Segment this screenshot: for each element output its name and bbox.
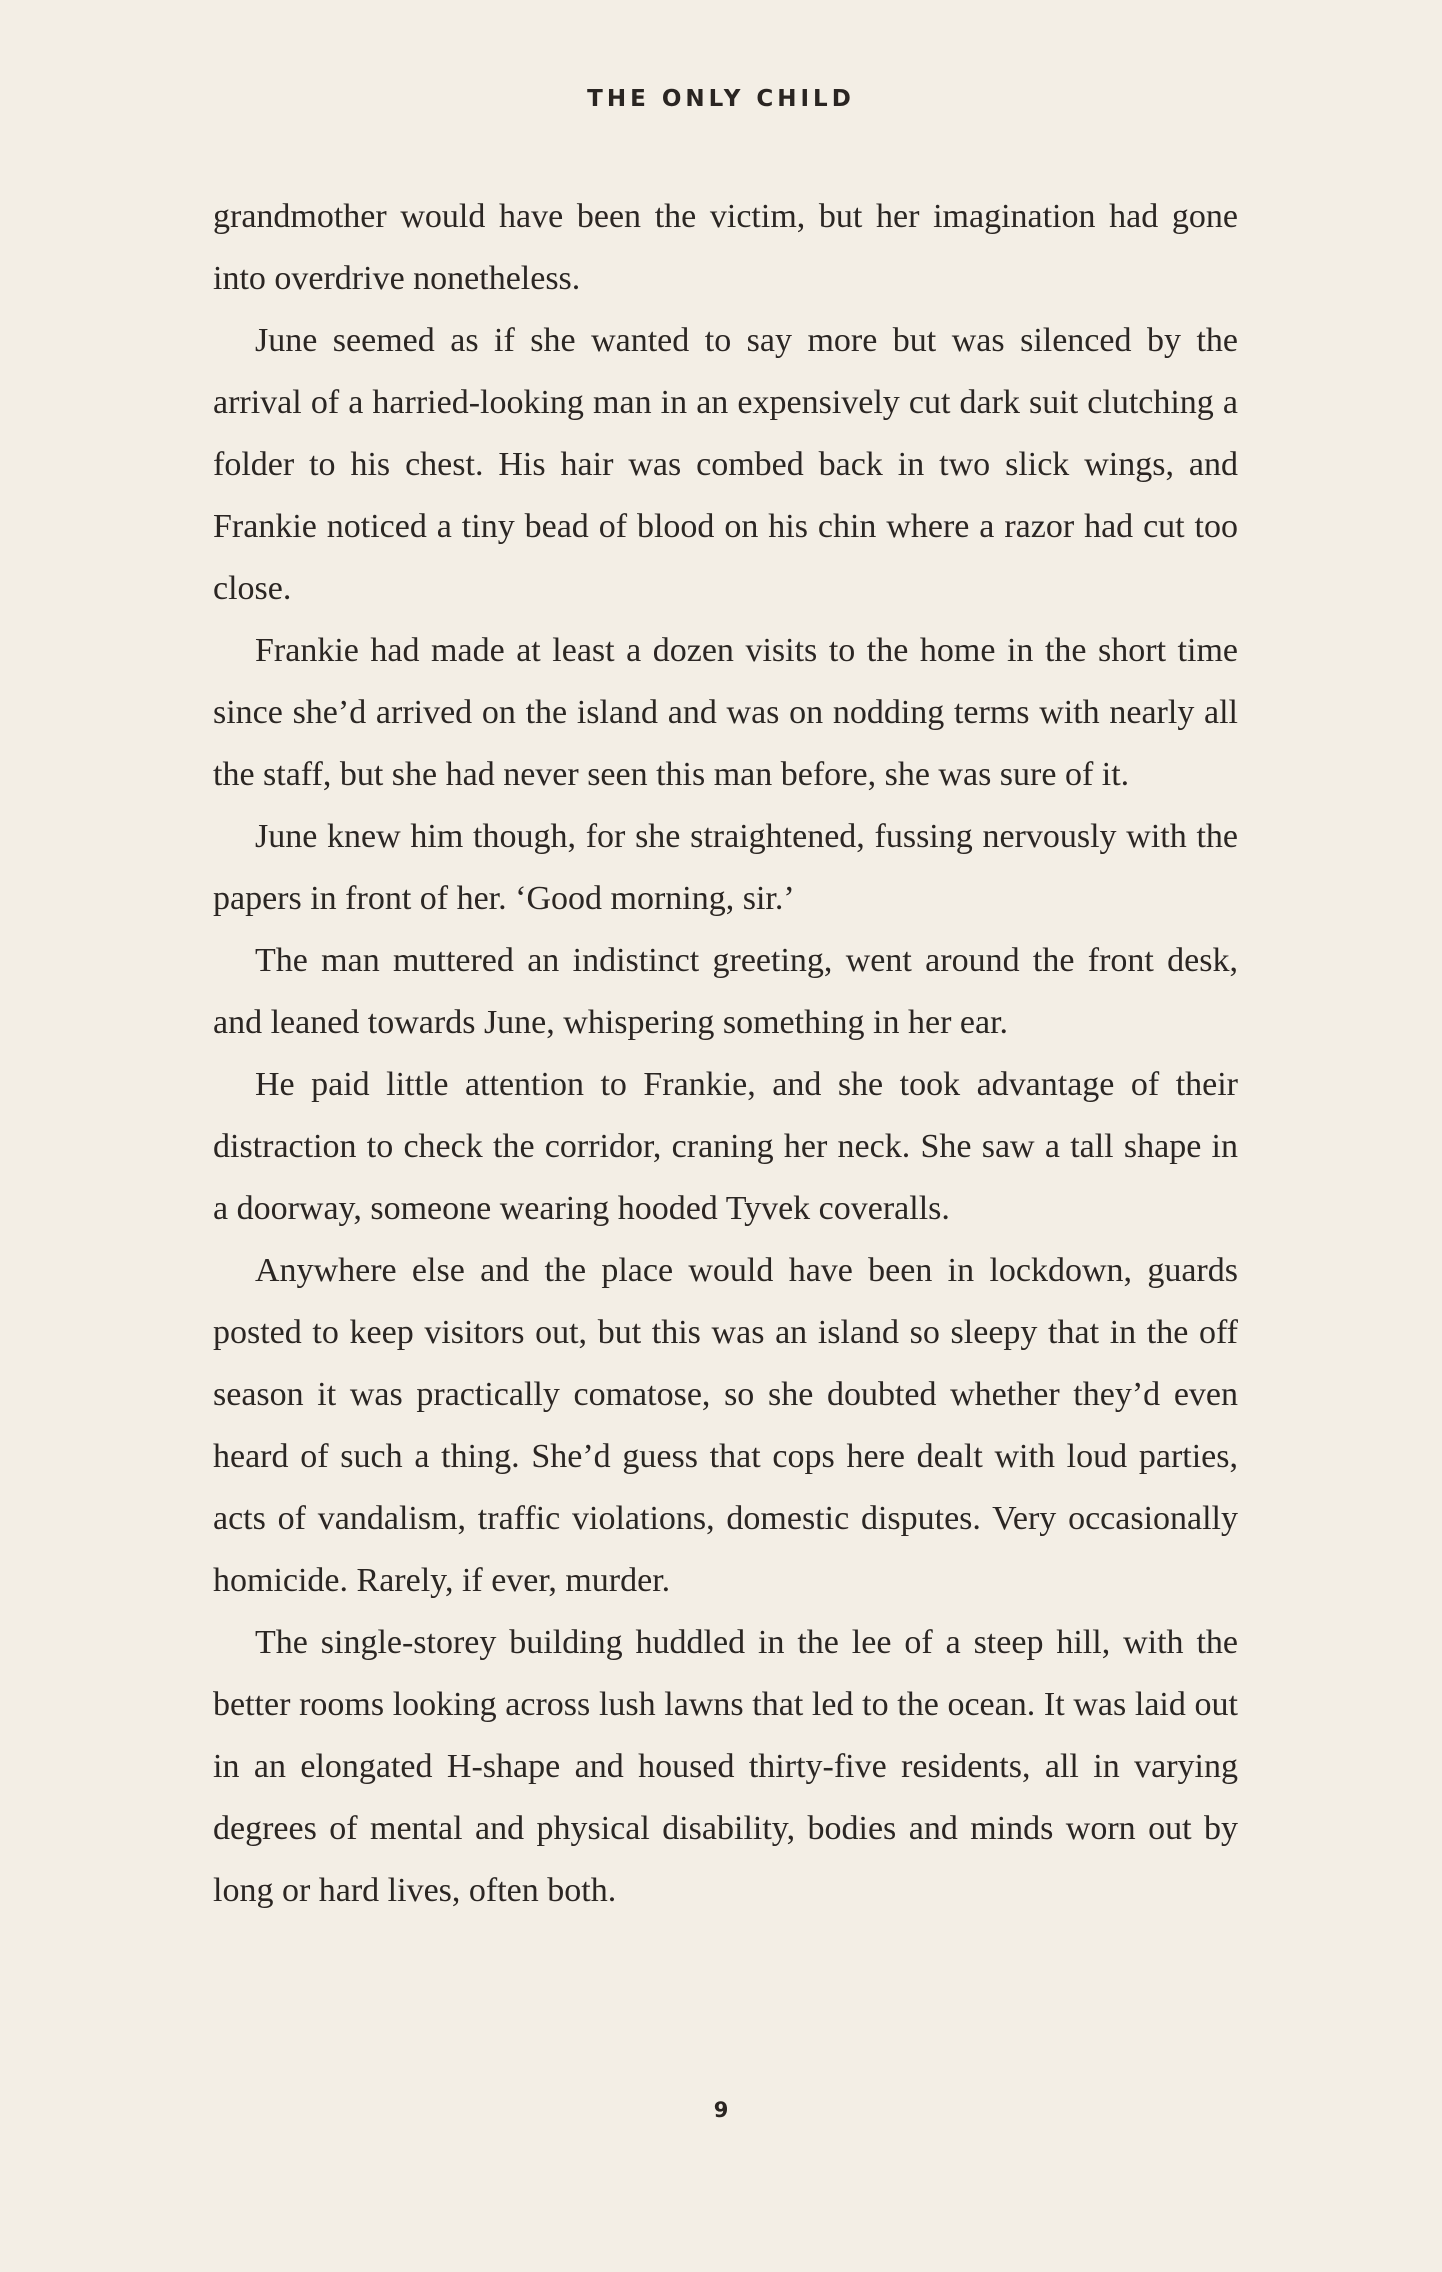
paragraph: Frankie had made at least a dozen visits to the home in the short time since she’d arrived on the island and was on nodding terms with nearly all the staff, but she had never seen this man before, she was sure of it. — [213, 632, 1238, 793]
body-text — [213, 186, 1238, 1922]
running-head-title: THE ONLY CHILD — [587, 86, 855, 112]
paragraph: The single-storey building huddled in the lee of a steep hill, with the better rooms looking across lush lawns that led to the ocean. It was laid out in an elongated H-shape and housed thirty-five residents, all in varying degrees of mental and physical disability, bodies and minds worn out by long or hard lives, often both. — [213, 1624, 1238, 1909]
paragraph: The man muttered an indistinct greeting, went around the front desk, and leaned towards June, whispering something in her ear. — [213, 942, 1238, 1041]
page-number: 9 — [713, 2098, 729, 2122]
paragraph: June knew him though, for she straightened, fussing nervously with the papers in front of her. ‘Good morning, sir.’ — [213, 818, 1238, 917]
paragraph: Anywhere else and the place would have been in lockdown, guards posted to keep visitors out, but this was an island so sleepy that in the off season it was practically comatose, so she doubted whether they’d even heard of such a thing. She’d guess that cops here dealt with loud parties, acts of vandalism, traffic violations, domestic disputes. Very occasionally homicide. Rarely, if ever, murder. — [213, 1252, 1238, 1599]
paragraph: He paid little attention to Frankie, and she took advantage of their distraction to check the corridor, craning her neck. She saw a tall shape in a doorway, someone wearing hooded Tyvek coveralls. — [213, 1066, 1238, 1227]
paragraph: grandmother would have been the victim, but her imagination had gone into overdrive nonetheless. — [213, 198, 1238, 297]
paragraph: June seemed as if she wanted to say more but was silenced by the arrival of a harried-looking man in an expensively cut dark suit clutching a folder to his chest. His hair was combed back in two slick wings, and Frankie noticed a tiny bead of blood on his chin where a razor had cut too close. — [213, 322, 1238, 607]
